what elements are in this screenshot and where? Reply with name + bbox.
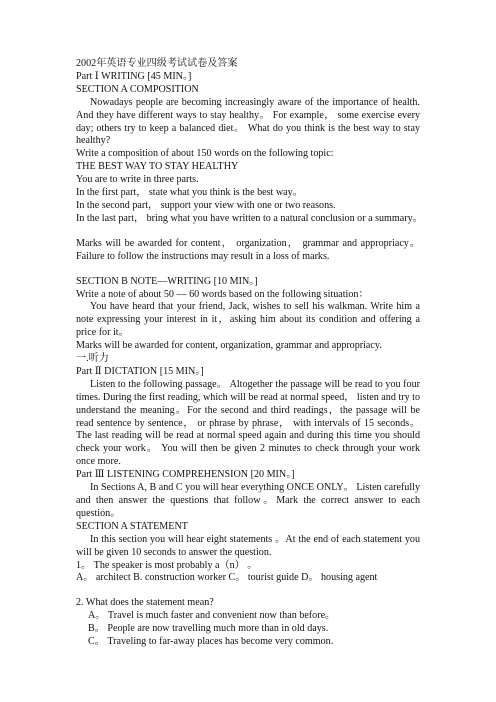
section-a-heading: SECTION A COMPOSITION [76,83,199,95]
question-2-option-a: A。 Travel is much faster and convenient now than before。 [88,610,336,622]
question-2-option-b: B。 People are now travelling much more than in old days. [88,623,329,635]
part3-heading: Part Ⅲ LISTENING COMPREHENSION [20 MIN。] [76,469,295,481]
part2-paragraph: Listen to the following passage。 Altogether the passage will be read to you four times. During the first reading, which will be read at normal speed， listen and try to understand the meaning。For the second and third readings，the passage will be read sentence by sentence， or phrase by phrase， with intervals of 15 seconds。 The last reading will be read at normal speed again and during this time you should check your work。 You will then be given 2 minutes to check through your work once more. [76,378,420,468]
section-a-part-first: In the first part， state what you think is the best way。 [76,187,303,199]
part3-paragraph: In Sections A, B and C you will hear everything ONCE ONLY。 Listen carefully and then answer the questions that follow。Mark the correct answer to each question。 [76,482,420,519]
section-b-instruction: Write a note of about 50 — 60 words based on the following situation： [76,288,369,300]
question-1-stem: 1。 The speaker is most probably a（n） 。 [76,559,258,571]
section-b-paragraph: You have heard that your friend, Jack, wishes to sell his walkman. Write him a note expressing your interest in it，asking him about its condition and offering a price for it。 [76,301,420,339]
document-title: 2002年英语专业四级考试试卷及答案 [76,58,238,69]
section-a-instruction: Write a composition of about 150 words on the following topic: [76,148,334,160]
part1-heading: Part Ⅰ WRITING [45 MIN。] [76,70,192,82]
question-1-options: A。 architect B. construction worker C。 tourist guide D。 housing agent [76,572,378,584]
blank-line [76,226,420,238]
section-a-paragraph: Nowadays people are becoming increasingly aware of the importance of health. And they have different ways to stay healthy。 For example， some exercise every day; others try to keep a balanced diet。 What do you think is the best way to stay healthy? [76,96,420,147]
section-a-part-last: In the last part， bring what you have written to a natural conclusion or a summary。 [76,212,423,224]
blank-line [76,264,420,276]
question-2-stem: 2. What does the statement mean? [76,597,214,609]
section-a-parts-intro: You are to write in three parts. [76,174,199,186]
section-a-part-second: In the second part， support your view with one or two reasons. [76,199,336,211]
question-2-option-c: C。 Traveling to far-away places has become very common. [88,636,334,648]
part3-section-a-paragraph: In this section you will hear eight statements 。At the end of each statement you will be given 10 seconds to answer the question. [76,533,420,558]
listening-label: 一.听力 [76,353,109,365]
part2-heading: Part Ⅱ DICTATION [15 MIN。] [76,365,204,377]
document-page [76,58,423,649]
blank-line [76,585,420,597]
part3-section-a-heading: SECTION A STATEMENT [76,520,188,532]
section-b-marks: Marks will be awarded for content, organization, grammar and appropriacy. [76,340,382,352]
section-b-heading: SECTION B NOTE—WRITING [10 MIN。] [76,275,258,287]
section-a-topic: THE BEST WAY TO STAY HEALTHY [76,161,239,173]
section-a-marks: Marks will be awarded for content， organization， grammar and appropriacy。 Failure to follow the instructions may result in a loss of marks. [76,237,420,262]
